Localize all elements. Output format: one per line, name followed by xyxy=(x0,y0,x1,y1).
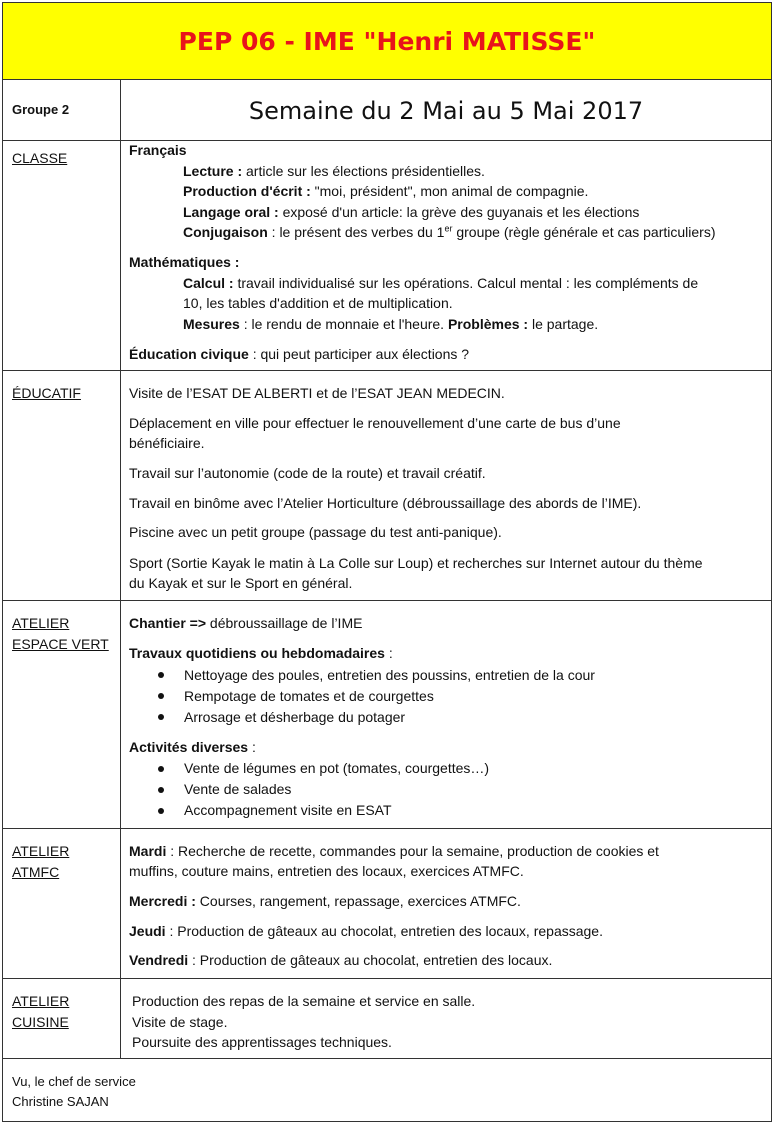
calcul-line-continued: 10, les tables d'addition et de multiplication. xyxy=(183,295,453,311)
divider xyxy=(3,370,771,371)
section-label-classe: CLASSE xyxy=(12,150,68,166)
list-item: Rempotage de tomates et de courgettes xyxy=(184,688,434,704)
schedule-sheet xyxy=(2,2,772,1122)
cuisine-line: Poursuite des apprentissages techniques. xyxy=(132,1034,392,1050)
educatif-line: Visite de l’ESAT DE ALBERTI et de l’ESAT JEAN MEDECIN. xyxy=(129,385,505,401)
mercredi-line: Mercredi : Courses, rangement, repassage, exercices ATMFC. xyxy=(129,893,521,909)
educatif-line: Piscine avec un petit groupe (passage du test anti-panique). xyxy=(129,524,502,540)
bullet-icon xyxy=(158,714,164,720)
header-title: PEP 06 - IME "Henri MATISSE" xyxy=(178,26,596,56)
divider xyxy=(3,600,771,601)
civique-line: Éducation civique : qui peut participer aux élections ? xyxy=(129,346,470,362)
section-label-cuisine-2: CUISINE xyxy=(12,1014,69,1030)
list-item: Vente de salades xyxy=(184,781,292,797)
week-title-text: Semaine du 2 Mai au 5 Mai 2017 xyxy=(248,96,644,125)
calcul-line: Calcul : travail individualisé sur les opérations. Calcul mental : les compléments de xyxy=(183,275,699,291)
bullet-icon xyxy=(158,787,164,793)
section-label-cuisine: ATELIER xyxy=(12,993,70,1009)
bullet-icon xyxy=(158,766,164,772)
cuisine-line: Visite de stage. xyxy=(132,1014,228,1030)
cuisine-line: Production des repas de la semaine et service en salle. xyxy=(132,993,476,1009)
vendredi-line: Vendredi : Production de gâteaux au chocolat, entretien des locaux. xyxy=(129,952,553,968)
mardi-line-continued: muffins, couture mains, entretien des locaux, exercices ATMFC. xyxy=(129,863,524,879)
section-label-educatif: ÉDUCATIF xyxy=(12,385,81,401)
francais-heading: Français xyxy=(129,142,187,158)
section-label-espace-vert-2: ESPACE VERT xyxy=(12,636,109,652)
educatif-line: bénéficiaire. xyxy=(129,435,205,451)
divider xyxy=(3,1058,771,1059)
conjugaison-line: Conjugaison : le présent des verbes du 1er groupe (règle générale et cas particuliers) xyxy=(183,223,716,240)
divider xyxy=(3,978,771,979)
list-item: Nettoyage des poules, entretien des poussins, entretien de la cour xyxy=(184,667,595,683)
list-item: Accompagnement visite en ESAT xyxy=(184,802,392,818)
educatif-line: Sport (Sortie Kayak le matin à La Colle sur Loup) et recherches sur Internet autour du thème xyxy=(129,555,703,571)
educatif-line: du Kayak et sur le Sport en général. xyxy=(129,575,353,591)
educatif-line: Déplacement en ville pour effectuer le renouvellement d’une carte de bus d’une xyxy=(129,415,621,431)
divider xyxy=(3,828,771,829)
bullet-icon xyxy=(158,808,164,814)
footer-signatory: Christine SAJAN xyxy=(12,1094,109,1109)
week-title xyxy=(121,80,771,141)
footer-service-chief: Vu, le chef de service xyxy=(12,1074,136,1089)
travaux-heading: Travaux quotidiens ou hebdomadaires : xyxy=(129,645,393,661)
bullet-icon xyxy=(158,693,164,699)
langage-line: Langage oral : exposé d'un article: la grève des guyanais et les élections xyxy=(183,204,640,220)
activites-heading: Activités diverses : xyxy=(129,739,256,755)
lecture-line: Lecture : article sur les élections présidentielles. xyxy=(183,163,485,179)
maths-heading: Mathématiques : xyxy=(129,254,240,270)
production-line: Production d'écrit : "moi, président", mon animal de compagnie. xyxy=(183,183,589,199)
list-item: Arrosage et désherbage du potager xyxy=(184,709,406,725)
section-label-atmfc-2: ATMFC xyxy=(12,864,60,880)
mardi-line: Mardi : Recherche de recette, commandes pour la semaine, production de cookies et xyxy=(129,843,659,859)
group-label: Groupe 2 xyxy=(12,102,70,117)
mesures-line: Mesures : le rendu de monnaie et l'heure. Problèmes : le partage. xyxy=(183,316,599,332)
section-label-espace-vert: ATELIER xyxy=(12,615,70,631)
educatif-line: Travail en binôme avec l’Atelier Horticulture (débroussaillage des abords de l’IME). xyxy=(129,495,642,511)
header-banner xyxy=(3,3,771,80)
bullet-icon xyxy=(158,672,164,678)
column-divider xyxy=(120,80,121,1058)
chantier-line: Chantier => débroussaillage de l’IME xyxy=(129,615,363,631)
educatif-line: Travail sur l’autonomie (code de la route) et travail créatif. xyxy=(129,465,486,481)
section-label-atmfc: ATELIER xyxy=(12,843,70,859)
jeudi-line: Jeudi : Production de gâteaux au chocolat, entretien des locaux, repassage. xyxy=(129,923,603,939)
list-item: Vente de légumes en pot (tomates, courgettes…) xyxy=(184,760,490,776)
